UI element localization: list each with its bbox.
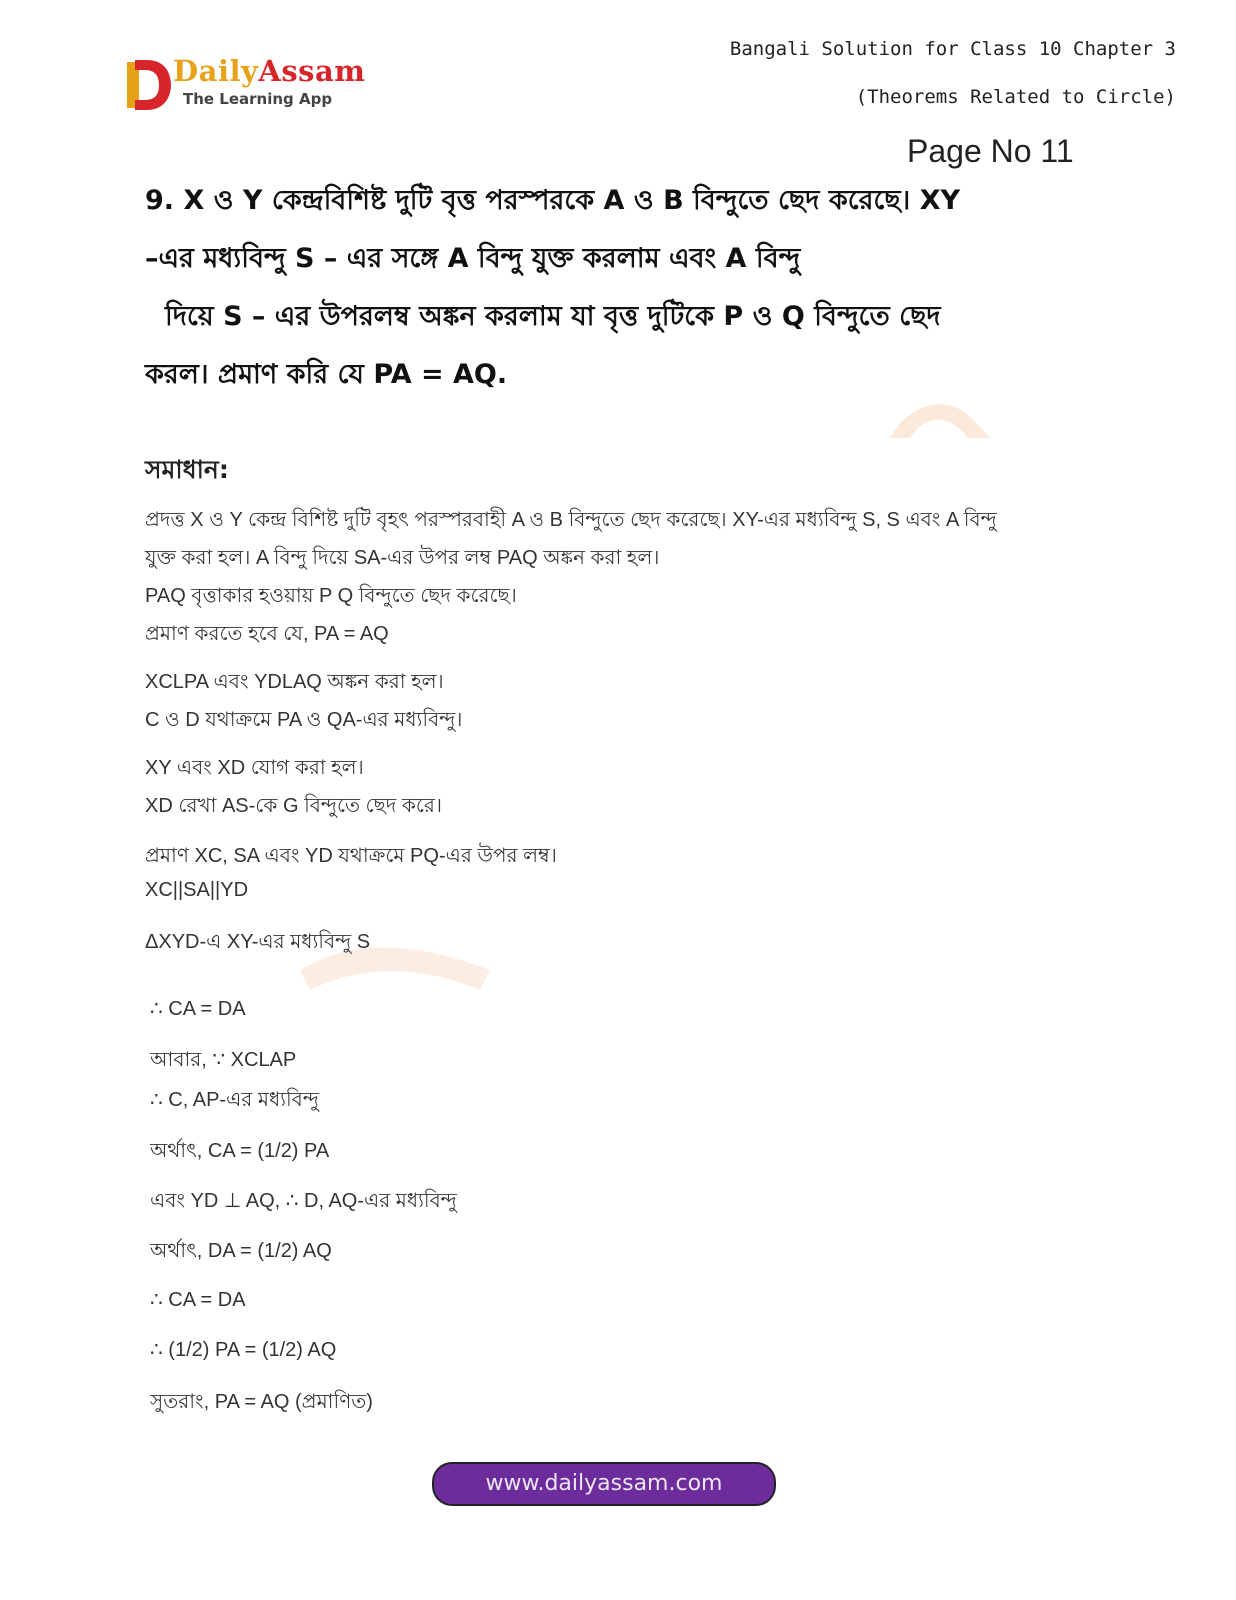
solution-line: প্রমাণ করতে হবে যে, PA = AQ <box>145 623 389 645</box>
solution-heading: সমাধান: <box>145 455 229 484</box>
solution-line: PAQ বৃত্তাকার হওয়ায় P Q বিন্দুতে ছেদ করেছে। <box>145 585 517 607</box>
solution-line: যুক্ত করা হল। A বিন্দু দিয়ে SA-এর উপর লম্ব PAQ অঙ্কন করা হল। <box>145 547 660 569</box>
logo-name-assam: Assam <box>258 54 366 88</box>
document-subtitle: (Theorems Related to Circle) <box>855 86 1176 108</box>
logo-tagline: The Learning App <box>183 90 333 108</box>
question-line: দিয়ে S – এর উপরলম্ব অঙ্কন করলাম যা বৃত্ত দুটিকে P ও Q বিন্দুতে ছেদ <box>165 301 941 332</box>
question-line: 9. X ও Y কেন্দ্রবিশিষ্ট দুটি বৃত্ত পরস্পরকে A ও B বিন্দুতে ছেদ করেছে। XY <box>145 185 961 216</box>
footer-website-link[interactable]: www.dailyassam.com <box>432 1462 776 1506</box>
question-line: –এর মধ্যবিন্দু S – এর সঙ্গে A বিন্দু যুক্ত করলাম এবং A বিন্দু <box>145 243 801 274</box>
logo-name <box>173 54 365 88</box>
solution-line: XD রেখা AS-কে G বিন্দুতে ছেদ করে। <box>145 795 443 817</box>
solution-line: ∴ (1/2) PA = (1/2) AQ <box>150 1339 337 1361</box>
solution-line: ΔXYD-এ XY-এর মধ্যবিন্দু S <box>145 931 371 953</box>
solution-line: XC||SA||YD <box>145 879 249 901</box>
solution-line: অর্থাৎ, CA = (1/2) PA <box>150 1140 330 1162</box>
solution-line: আবার, ∵ XCLAP <box>150 1049 297 1071</box>
solution-line: অর্থাৎ, DA = (1/2) AQ <box>150 1240 332 1262</box>
question-line: করল। প্রমাণ করি যে PA = AQ. <box>145 359 508 390</box>
brand-logo <box>125 54 365 116</box>
d-logo-icon <box>125 58 173 112</box>
solution-line: ∴ CA = DA <box>150 1289 246 1311</box>
solution-line: প্রমাণ XC, SA এবং YD যথাক্রমে PQ-এর উপর লম্ব। <box>145 845 557 867</box>
solution-line: XY এবং XD যোগ করা হল। <box>145 757 364 779</box>
solution-line: ∴ C, AP-এর মধ্যবিন্দু <box>150 1089 319 1111</box>
solution-line: প্রদত্ত X ও Y কেন্দ্র বিশিষ্ট দুটি বৃহৎ পরস্পরবাহী A ও B বিন্দুতে ছেদ করেছে। XY-এর মধ্যবিন্দু S, S এবং A বিন্দু <box>145 509 997 531</box>
solution-line: ∴ CA = DA <box>150 998 246 1020</box>
watermark-mark <box>880 392 1000 442</box>
solution-line: এবং YD ⊥ AQ, ∴ D, AQ-এর মধ্যবিন্দু <box>150 1190 457 1212</box>
solution-line: XCLPA এবং YDLAQ অঙ্কন করা হল। <box>145 671 444 693</box>
document-title: Bangali Solution for Class 10 Chapter 3 <box>729 38 1176 60</box>
solution-line: সুতরাং, PA = AQ (প্রমাণিত) <box>150 1391 373 1413</box>
page-number: Page No 11 <box>907 133 1074 169</box>
logo-name-daily: Daily <box>173 54 259 88</box>
solution-line: C ও D যথাক্রমে PA ও QA-এর মধ্যবিন্দু। <box>145 709 463 731</box>
